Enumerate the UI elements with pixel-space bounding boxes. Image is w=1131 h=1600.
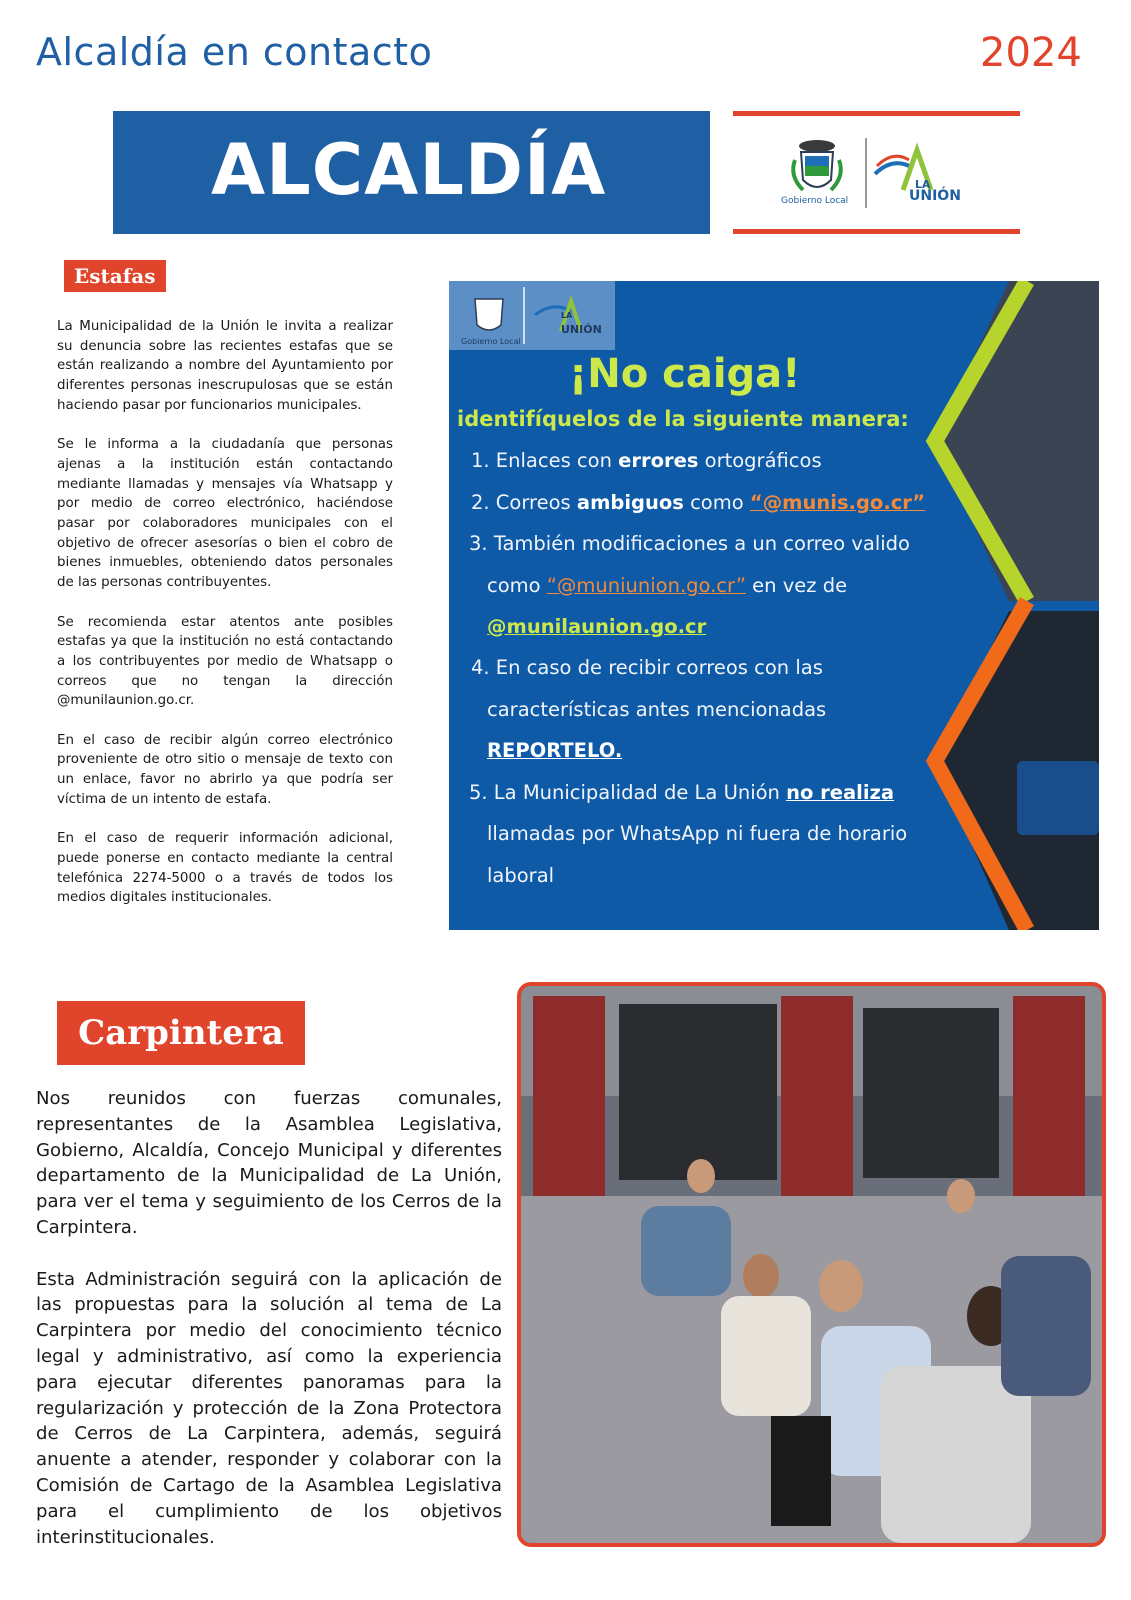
poster-item-4-cont: características antes mencionadas: [487, 698, 827, 721]
estafas-paragraph: En el caso de recibir algún correo electrónico proveniente de otro sitio o mensaje de texto con un enlace, favor no abrirlo ya que podría ser víctima de un intento de estafa.: [57, 732, 393, 807]
poster-item-4: 4. En caso de recibir correos con las: [471, 656, 823, 679]
meeting-photo-illustration: [521, 986, 1102, 1543]
estafas-body: [57, 317, 393, 928]
page-title: Alcaldía en contacto: [36, 30, 433, 74]
poster-logo-gobierno: Gobierno Local: [461, 337, 521, 346]
meeting-photo: [517, 982, 1106, 1547]
poster-item-3-cont: como “@muniunion.go.cr” en vez de: [487, 574, 848, 597]
estafas-paragraph: Se recomienda estar atentos ante posibles estafas ya que la institución no está contactando a los contribuyentes por medio de Whatsapp o correos que no tengan la dirección @munilaunion.go.cr.: [57, 614, 393, 709]
carpintera-body: [36, 1086, 502, 1576]
alcaldia-banner: [113, 111, 710, 234]
logo-la: LA: [915, 178, 931, 191]
poster-headline: ¡No caiga!: [569, 351, 801, 397]
estafas-paragraph: La Municipalidad de la Unión le invita a realizar su denuncia sobre las recientes estafas que se están realizando a nombre del Ayuntamiento por diferentes personas inescrupulosas que se están haciendo pasar por funcionarios municipales.: [57, 319, 393, 413]
year-label: 2024: [980, 30, 1082, 76]
poster-logo-la: LA: [561, 311, 573, 320]
poster-item-5: 5. La Municipalidad de La Unión no realiza: [469, 781, 895, 804]
logo-union: UNIÓN: [909, 188, 961, 204]
poster-logo-union: UNIÓN: [561, 323, 602, 336]
estafas-tag: Estafas: [64, 260, 166, 292]
carpintera-paragraph: Nos reunidos con fuerzas comunales, representantes de la Asamblea Legislativa, Gobierno, Alcaldía, Concejo Municipal y diferentes departamento de la Municipalidad de La Unión, para ver el tema y seguimiento de los Cerros de la Carpintera.: [36, 1088, 502, 1238]
poster-item-5-cont: llamadas por WhatsApp ni fuera de horario: [487, 822, 908, 845]
estafas-paragraph: Se le informa a la ciudadanía que personas ajenas a la institución están contactando mediante llamadas y mensajes vía Whatsapp y por medio de correo electrónico, haciéndose pasar por colaboradores municipales con el objetivo de ofrecer asesorías o bien el cobro de bienes inmuebles, obteniendo datos personales de las personas contribuyentes.: [57, 437, 393, 591]
poster-valid-domain: @munilaunion.go.cr: [487, 615, 707, 638]
poster-report: REPORTELO.: [487, 739, 623, 762]
poster-item-5-end: laboral: [487, 864, 555, 887]
poster-item-2: 2. Correos ambiguos como “@munis.go.cr”: [471, 491, 926, 514]
poster-subhead: identifíquelos de la siguiente manera:: [457, 407, 909, 431]
poster-item-3: 3. También modificaciones a un correo valido: [469, 532, 910, 555]
carpintera-paragraph: Esta Administración seguirá con la aplicación de las propuestas para la solución al tema de La Carpintera por medio del conocimiento técnico legal y administrativo, así como la experiencia para ejecutar diferentes panoramas para la regularización y protección de la Zona Protectora de Cerros de La Carpintera, además, seguirá anuente a atender, responder y colaborar con la Comisión de Cartago de la Asamblea Legislativa para el cumplimiento de los objetivos interinstitucionales.: [36, 1268, 502, 1548]
coat-of-arms-icon: [733, 116, 1020, 229]
banner-title: ALCALDÍA: [211, 129, 607, 211]
logo-panel: [733, 111, 1020, 234]
logo-gobierno-local: Gobierno Local: [781, 196, 849, 206]
carpintera-tag: Carpintera: [57, 1001, 305, 1065]
scam-warning-poster: [449, 281, 1099, 930]
poster-item-1: 1. Enlaces con errores ortográficos: [471, 449, 822, 472]
estafas-paragraph: En el caso de requerir información adicional, puede ponerse en contacto mediante la central telefónica 2274-5000 o a través de todos los medios digitales institucionales.: [57, 831, 393, 906]
